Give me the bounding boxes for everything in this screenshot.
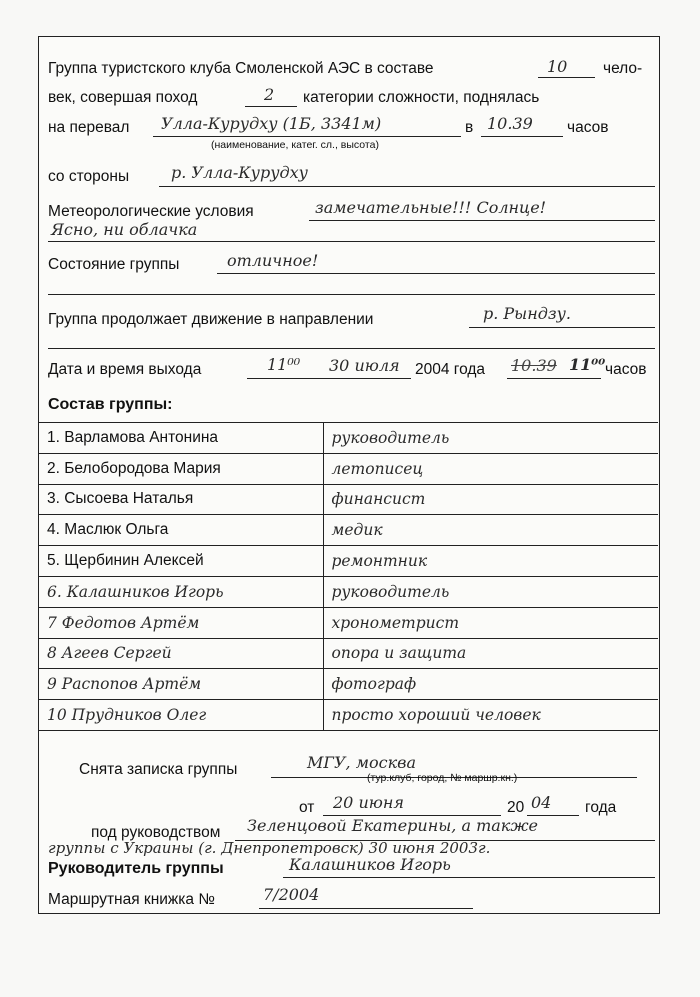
member-role: просто хороший человек [323,700,658,731]
departure-date-value: 30 июля [329,356,400,375]
departure-label: Дата и время выхода [48,361,202,378]
removed-label: Снята записка группы [79,761,238,778]
member-name: 9 Распопов Артём [39,669,323,700]
weather-rule-2 [48,241,655,242]
member-name: 6. Калашников Игорь [39,576,323,607]
intro-text-2-end: категории сложности, поднялась [303,89,540,106]
book-label: Маршрутная книжка № [48,891,215,908]
table-row [39,669,658,700]
intro-text-3: на перевал [48,119,130,136]
member-role: опора и защита [323,638,658,669]
direction-value: р. Рындзу. [483,304,571,323]
member-name: 4. Маслюк Ольга [39,515,323,546]
departure-crossed-time: 10.39 [511,356,557,375]
member-name: 3. Сысоева Наталья [39,484,323,515]
intro-text-2: век, совершая поход [48,89,198,106]
composition-title: Состав группы: [48,396,173,413]
table-row [39,576,658,607]
side-rule [159,186,655,187]
member-role: хронометрист [323,607,658,638]
table-row [39,700,658,731]
arrival-time-value: 10.39 [487,114,533,133]
member-role: летописец [323,453,658,484]
route-note-form [38,36,660,914]
weather-value-2: Ясно, ни облачка [51,220,198,239]
member-role: руководитель [323,576,658,607]
member-name: 8 Агеев Сергей [39,638,323,669]
table-row [39,607,658,638]
from-year-prefix: 20 [507,799,525,816]
category-rule [245,106,297,107]
member-role: финансист [323,484,658,515]
from-date-value: 20 июня [333,793,404,812]
departure-year: 2004 года [415,361,486,378]
pass-name-value: Улла-Курудху (1Б, 3341м) [161,114,382,133]
pass-hint: (наименование, катег. сл., высота) [211,139,379,151]
member-name: 2. Белобородова Мария [39,453,323,484]
book-value: 7/2004 [263,885,320,904]
direction-label: Группа продолжает движение в направлении [48,311,374,328]
side-label: со стороны [48,168,130,185]
member-role: руководитель [323,423,658,454]
direction-rule-2 [48,348,655,349]
member-name: 7 Федотов Артём [39,607,323,638]
intro-text-1-end: чело- [603,60,643,77]
member-role: медик [323,515,658,546]
side-value: р. Улла-Курудху [171,163,308,182]
departure-hours-rule [507,378,601,379]
leader-value: Калашников Игорь [289,855,451,874]
leader-rule [283,877,655,878]
weather-label: Метеорологические условия [48,203,254,220]
member-name: 10 Прудников Олег [39,700,323,731]
led-value-1: Зеленцовой Екатерины, а также [247,816,539,835]
departure-date-rule [247,378,411,379]
intro-text-3-end: часов [567,119,609,136]
member-role: ремонтник [323,546,658,577]
departure-hours-label: часов [605,361,647,378]
table-row [39,638,658,669]
condition-rule [217,273,655,274]
led-value-2: группы с Украины (г. Днепропетровск) 30 июня 2003г. [48,839,491,857]
from-year-value: 04 [531,793,552,812]
removed-value: МГУ, москва [307,753,416,772]
departure-hours-value: 11⁰⁰ [569,355,606,374]
departure-time-value: 11⁰⁰ [267,355,301,374]
from-label: от [299,799,315,816]
weather-rule-1 [309,220,655,221]
leader-label: Руководитель группы [48,860,224,877]
table-row [39,453,658,484]
pass-name-rule [153,136,461,137]
table-row [39,546,658,577]
condition-value: отличное! [227,251,319,270]
table-row [39,484,658,515]
table-row [39,423,658,454]
category-value: 2 [264,85,275,104]
table-row [39,515,658,546]
book-rule [259,908,473,909]
direction-rule [469,327,655,328]
weather-value-1: замечательные!!! Солнце! [315,198,547,217]
arrival-time-rule [481,136,563,137]
group-size-rule [538,77,595,78]
from-suffix: года [585,799,617,816]
member-role: фотограф [323,669,658,700]
condition-label: Состояние группы [48,256,180,273]
group-size-value: 10 [547,57,568,76]
members-table [39,422,658,731]
member-name: 5. Щербинин Алексей [39,546,323,577]
removed-hint: (тур.клуб, город, № маршр.кн.) [367,772,518,784]
member-name: 1. Варламова Антонина [39,423,323,454]
intro-text-3-mid: в [465,119,474,136]
intro-text-1: Группа туристского клуба Смоленской АЭС в составе [48,60,434,77]
led-label: под руководством [91,824,221,841]
condition-rule-2 [48,294,655,295]
